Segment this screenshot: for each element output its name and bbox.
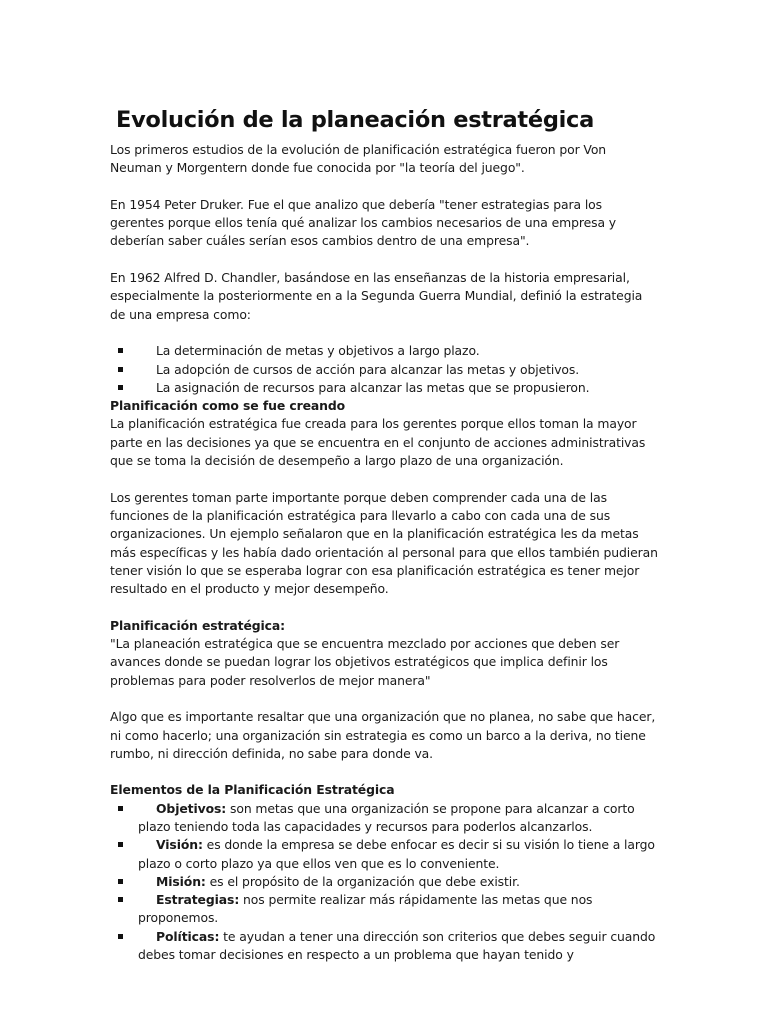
paragraph-intro: Los primeros estudios de la evolución de planificación estratégica fueron por Von Neuman y Morgentern donde fue conocida por "la teoría del juego". [110,142,607,176]
list-item [110,836,658,873]
element-text: es donde la empresa se debe enfocar es decir si su visión lo tiene a largo plazo o corto plazo ya que ellos ven que es lo conveniente. [138,837,655,871]
element-text: es el propósito de la organización que debe existir. [205,873,520,889]
paragraph-chandler: En 1962 Alfred D. Chandler, basándose en las enseñanzas de la historia empresarial, especialmente la posteriormente en a la Segunda Guerra Mundial, definió la estrategia de una empresa como: [110,270,643,322]
list-item [110,800,658,837]
paragraph-creacion-1: La planificación estratégica fue creada para los gerentes porque ellos toman la mayor parte en las decisiones ya que se encuentra en el conjunto de acciones administrativas que se toma la decisión de desempeño a largo plazo de una organización. [110,416,646,469]
element-term: Objetivos: [156,800,227,816]
list-item [110,891,658,928]
paragraph-organizacion: Algo que es importante resaltar que una organización que no planea, no sabe que hacer, ni como hacerlo; una organización sin estrategia es como un barco a la deriva, no tiene rumbo, ni dirección definida, no sabe para donde va. [110,709,656,761]
list-item: La adopción de cursos de acción para alcanzar las metas y objetivos. [110,361,658,379]
element-term: Estrategias: [156,892,240,908]
list-item [110,928,658,965]
elementos-list [110,800,658,965]
element-term: Visión: [156,837,203,853]
chandler-list [110,342,658,397]
element-text: te ayudan a tener una dirección son criterios que debes seguir cuando debes tomar decisiones en respecto a un problema que hayan tenido y [138,928,656,963]
list-item [110,873,658,891]
paragraph-druker: En 1954 Peter Druker. Fue el que analizo que debería "tener estrategias para los gerentes porque ellos tenía qué analizar los cambios necesarios de una empresa y deberían saber cuáles serían esos cambios dentro de una empresa". [110,196,617,249]
document-body [110,141,658,964]
element-text: nos permite realizar más rápidamente las metas que nos proponemos. [138,892,593,926]
section-heading-creacion: Planificación como se fue creando [110,398,346,414]
list-item: La determinación de metas y objetivos a largo plazo. [110,342,658,360]
element-text: son metas que una organización se propone para alcanzar a corto plazo teniendo toda las capacidades y recursos para poderlos alcanzarlos. [138,800,635,834]
paragraph-creacion-2: Los gerentes toman parte importante porque deben comprender cada una de las funciones de la planificación estratégica para llevarlo a cabo con cada una de sus organizaciones. Un ejemplo señalaron que en la planificación estratégica les da metas más específicas y les había dado orientación al personal para que ellos también pudieran tener visión lo que se esperaba lograr con esa planificación estratégica es tener mejor resultado en el producto y mejor desempeño. [110,489,658,597]
section-heading-planificacion: Planificación estratégica: [110,617,286,633]
element-term: Misión: [156,873,206,889]
page-title: Evolución de la planeación estratégica [116,107,594,133]
element-term: Políticas: [156,928,220,944]
paragraph-quote: "La planeación estratégica que se encuentra mezclado por acciones que deben ser avances donde se puedan lograr los objetivos estratégicos que implica definir los problemas para poder resolverlos de mejor manera" [110,636,620,688]
section-heading-elementos: Elementos de la Planificación Estratégica [110,782,395,798]
list-item: La asignación de recursos para alcanzar las metas que se propusieron. [110,379,658,397]
